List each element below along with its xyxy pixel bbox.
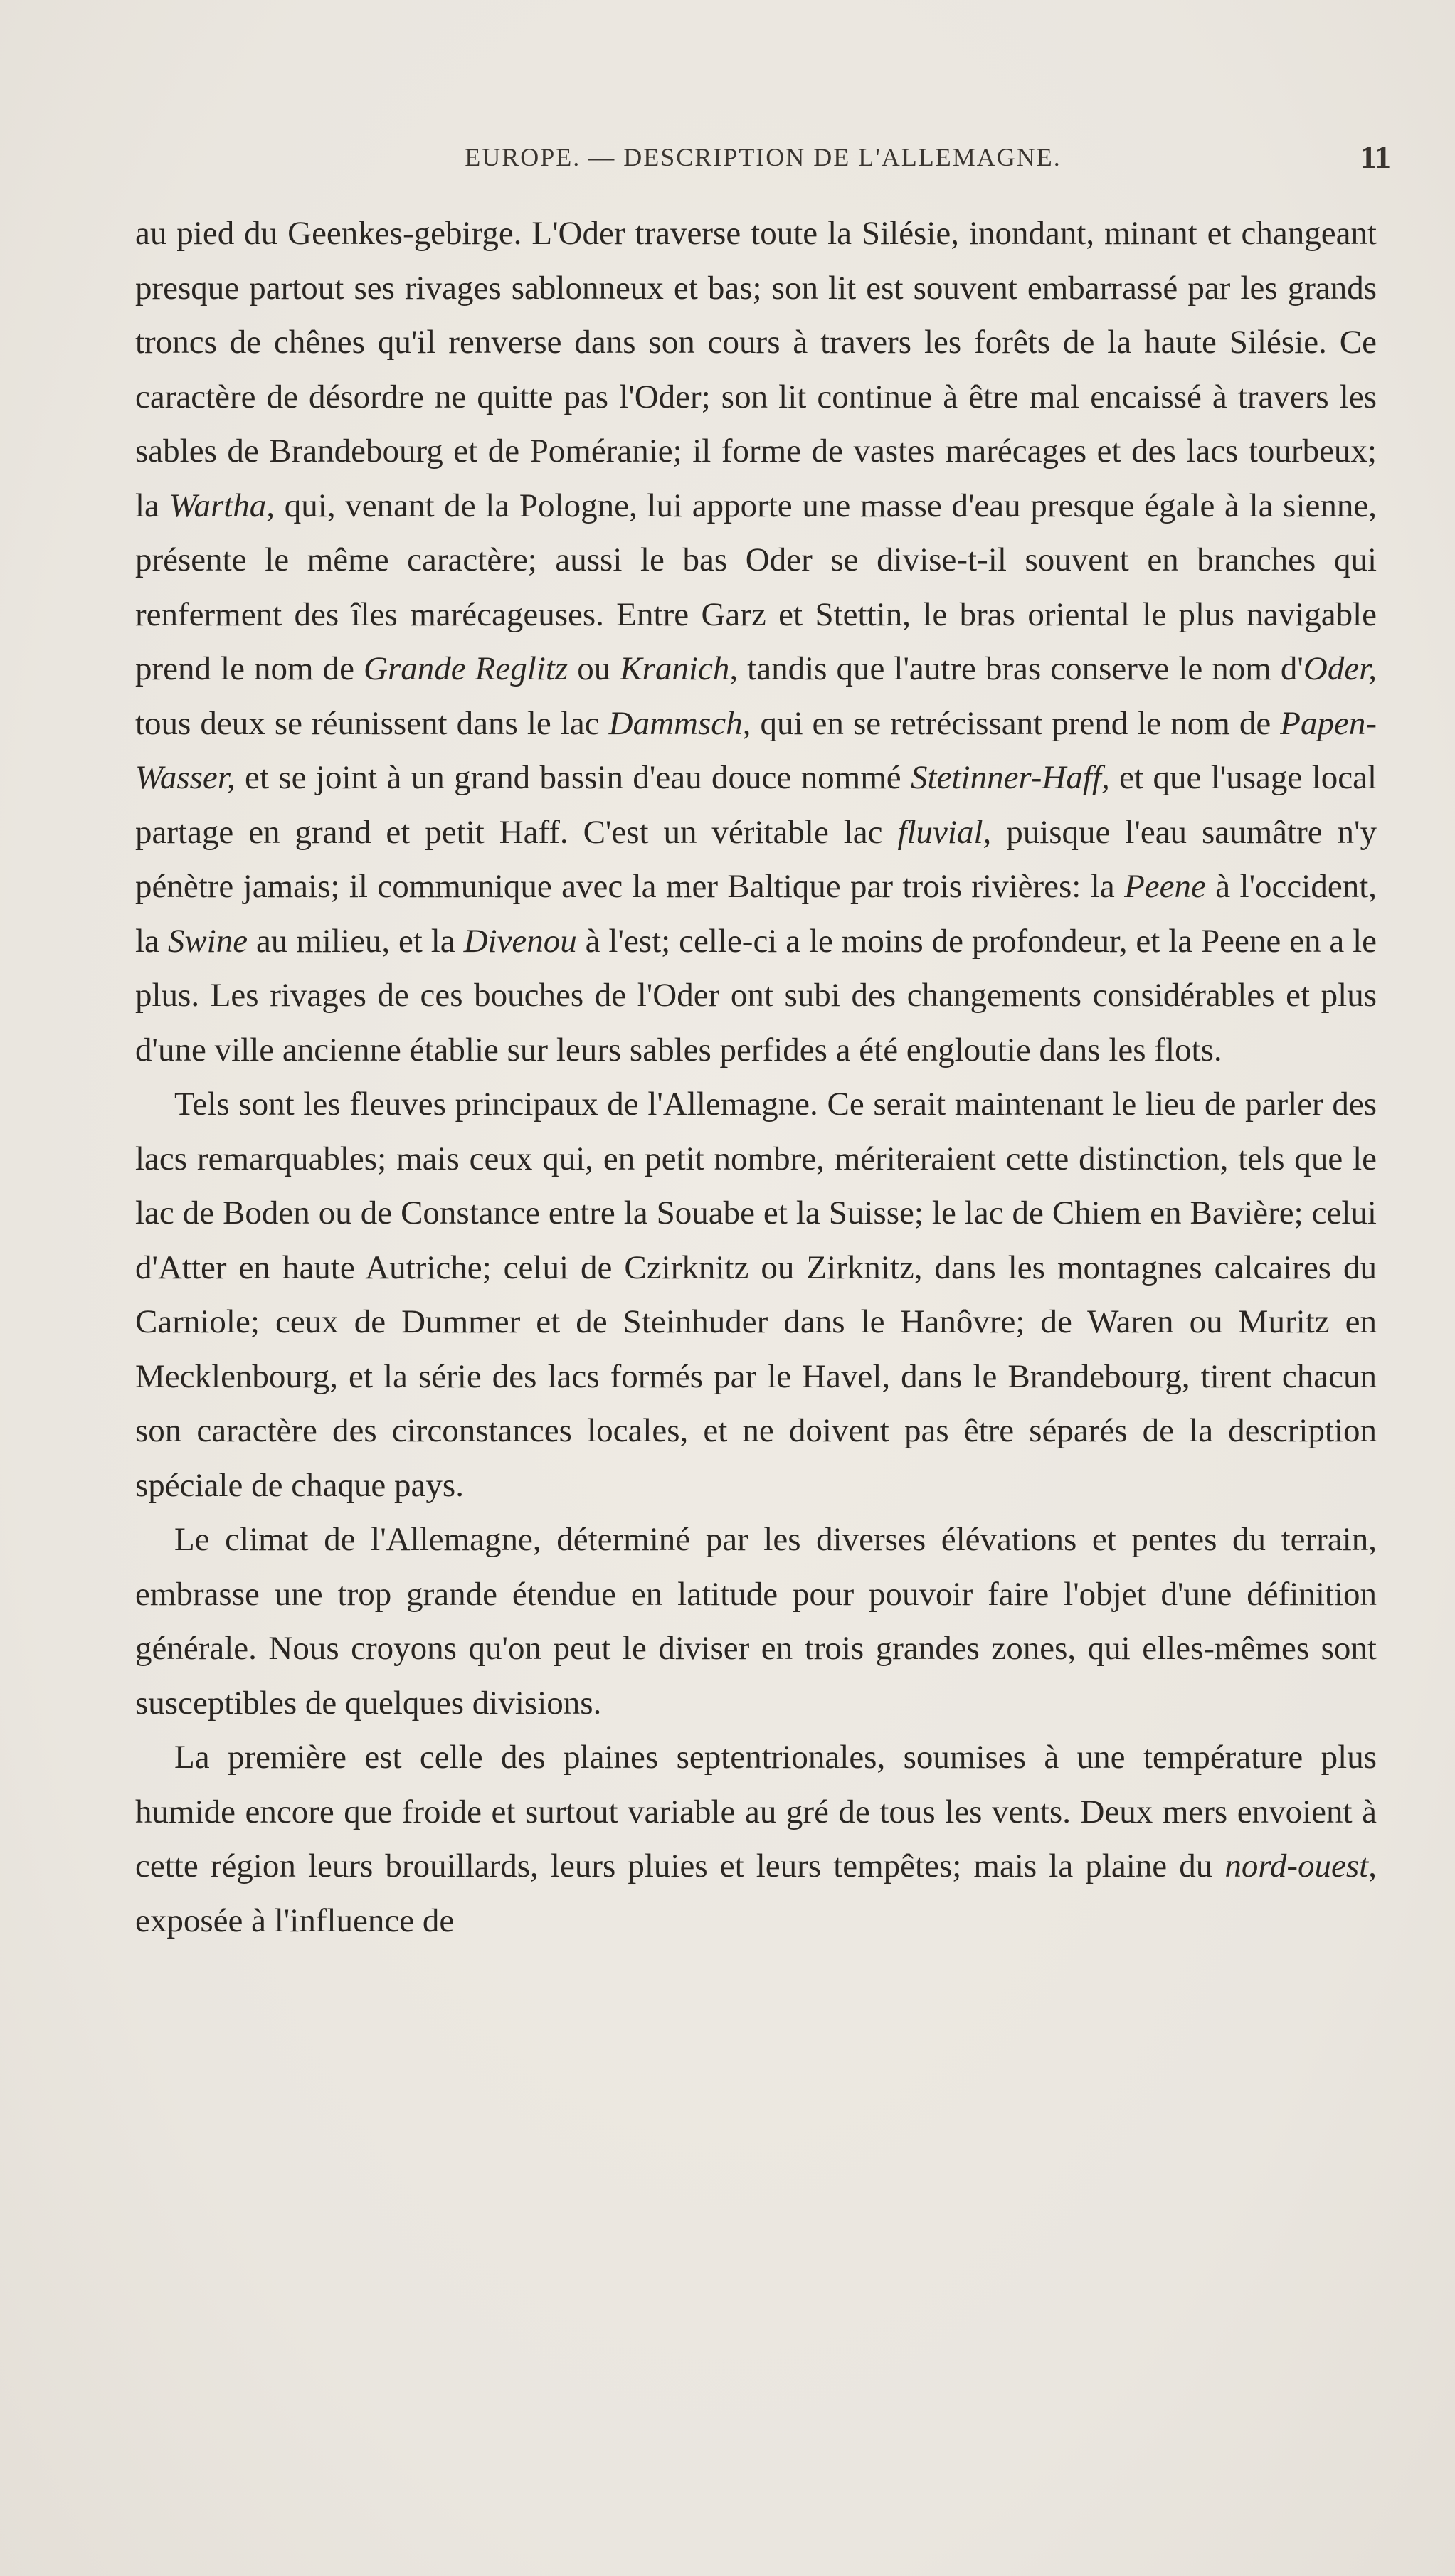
text-run: , exposée à l'influence de [135,1848,1377,1939]
text-run: au milieu, et la [248,922,464,960]
italic-term: Kranich, [620,650,739,687]
text-run: La première est celle des plaines septentrionales, soumises à une température plus humide encore que froide et surtout variable au gré de tous les vents. Deux mers envoient à cette région leurs brouillards, leurs pluies et leurs tempêtes; mais la plaine du [135,1739,1377,1885]
text-run: et que l'usage local partage en grand et petit Haff. C'est un véritable lac [135,759,1377,851]
text-run: au pied du Geenkes-gebirge. L'Oder traverse toute la Silésie, inondant, minant et changeant presque partout ses rivages sablonneux et bas; son lit est souvent embarrassé par les grands troncs de chênes qu'il renverse dans son cours à travers les forêts de la haute Silésie. Ce caractère de désordre ne quitte pas l'Oder; son lit continue à être mal encaissé à travers les sables de Brandebourg et de Poméranie; il forme de vastes marécages et des lacs tourbeux; la [135,215,1377,524]
text-run: qui en se retrécissant prend le nom de [751,704,1281,742]
body-text [135,206,1377,1948]
text-run: Tels sont les fleuves principaux de l'Allemagne. Ce serait maintenant le lieu de parler des lacs remarquables; mais ceux qui, en petit nombre, mériteraient cette distinction, tels que le lac de Boden ou de Constance entre la Souabe et la Suisse; le lac de Chiem en Bavière; celui d'Atter en haute Autriche; celui de Czirknitz ou Zirknitz, dans les montagnes calcaires du Carniole; ceux de Dummer et de Steinhuder dans le Hanôvre; de Waren ou Muritz en Mecklenbourg, et la série des lacs formés par le Havel, dans le Brandebourg, tirent chacun son caractère des circonstances locales, et ne doivent pas être séparés de la description spéciale de chaque pays. [135,1086,1377,1504]
italic-term: nord-ouest [1224,1848,1369,1885]
italic-term: fluvial, [897,813,992,851]
text-run: qui, venant de la Pologne, lui apporte une masse d'eau presque égale à la sienne, présente le même caractère; aussi le bas Oder se divise-t-il souvent en branches qui renferment des îles marécageuses. Entre Garz et Stettin, le bras oriental le plus navigable prend le nom de [135,487,1377,687]
text-run: tous deux se réunissent dans le lac [135,704,609,742]
italic-term: Divenou [463,922,577,960]
paragraph [135,1512,1377,1730]
italic-term: Peene [1124,868,1206,905]
italic-term: Stetinner-Haff, [911,759,1110,796]
text-run: et se joint à un grand bassin d'eau douce nommé [235,759,911,796]
text-run: puisque l'eau saumâtre n'y pénètre jamais; il communique avec la mer Baltique par trois rivières: la [135,813,1377,905]
italic-term: Oder, [1303,650,1377,687]
italic-term: Dammsch, [608,704,751,742]
text-run: Le climat de l'Allemagne, déterminé par les diverses élévations et pentes du terrain, embrasse une trop grande étendue en latitude pour pouvoir faire l'objet d'une définition générale. Nous croyons qu'on peut le diviser en trois grandes zones, qui elles-mêmes sont susceptibles de quelques divisions. [135,1521,1377,1722]
italic-term: Grande Reglitz [364,650,568,687]
text-run: ou [568,650,620,687]
page-number: 11 [1360,139,1391,175]
text-run: à l'occident, la [135,868,1377,960]
italic-term: Swine [167,922,248,960]
running-head: EUROPE. — DESCRIPTION DE L'ALLEMAGNE. [465,143,1062,171]
paragraph [135,1730,1377,1948]
text-run: à l'est; celle-ci a le moins de profondeur, et la Peene en a le plus. Les rivages de ces bouches de l'Oder ont subi des changements considérables et plus d'une ville ancienne établie sur leurs sables perfides a été engloutie dans les flots. [135,922,1377,1069]
italic-term: Papen-Wasser, [135,704,1377,796]
paragraph [135,206,1377,1077]
italic-term: Wartha, [169,487,275,524]
paragraph [135,1077,1377,1512]
text-run: tandis que l'autre bras conserve le nom d' [738,650,1303,687]
page-header [135,139,1391,185]
